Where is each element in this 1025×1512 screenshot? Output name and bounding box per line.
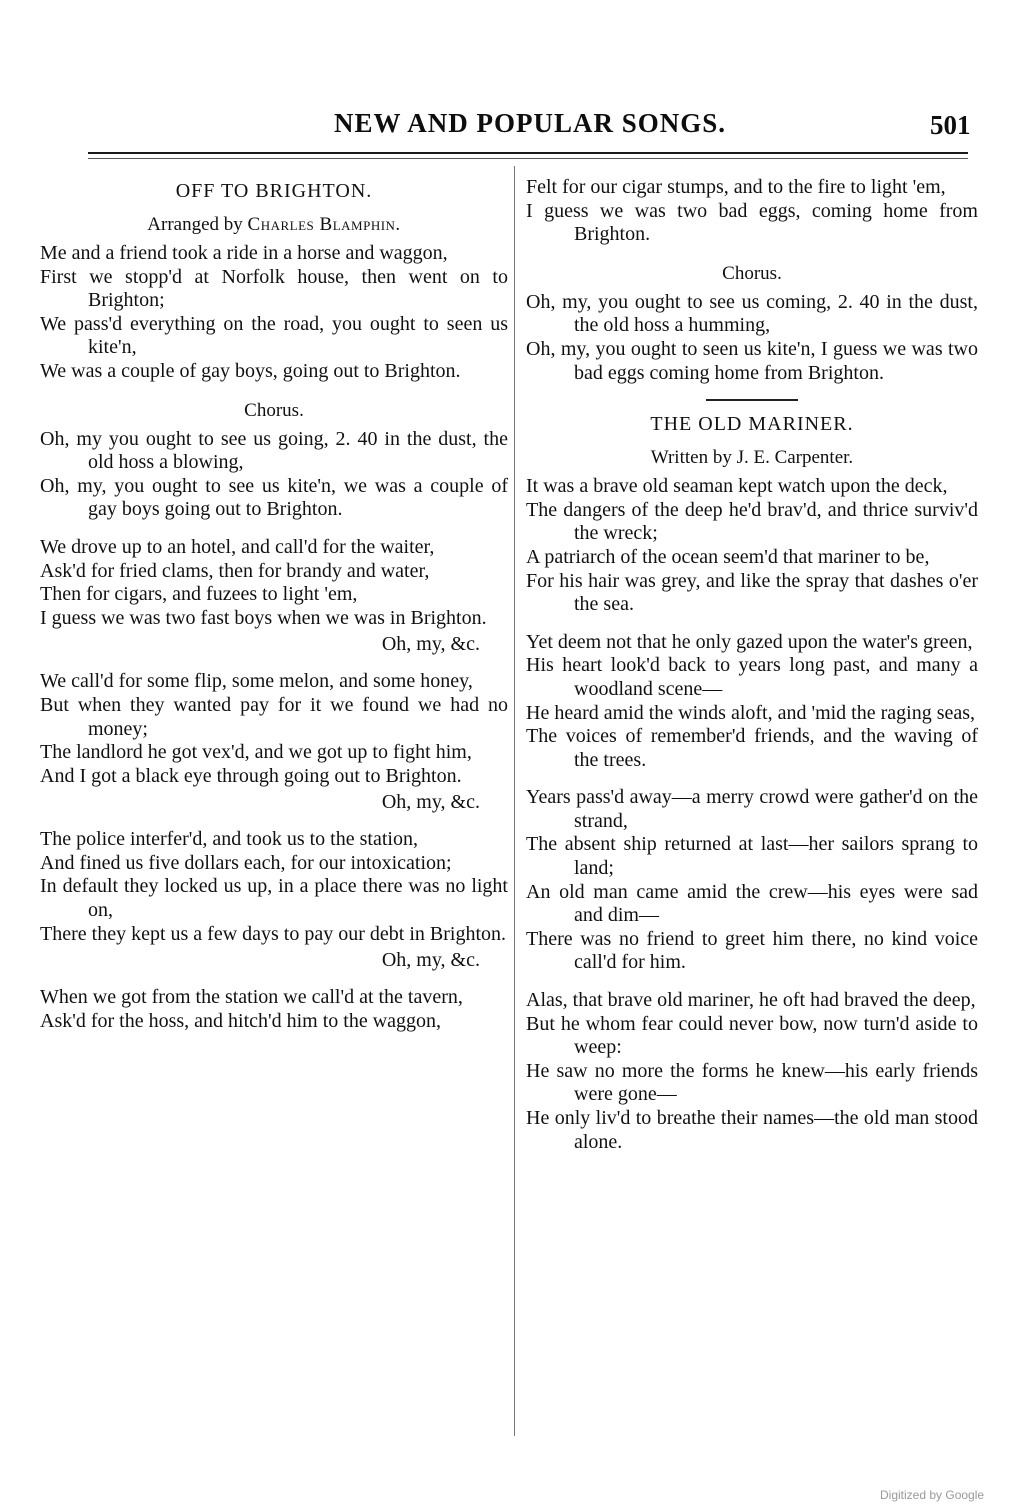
verse-line: In default they locked us up, in a place there was no light on, <box>40 875 508 922</box>
digitized-watermark: Digitized by Google <box>880 1488 985 1502</box>
verse-line: There was no friend to greet him there, no kind voice call'd for him. <box>526 927 978 974</box>
song-title-old-mariner: THE OLD MARINER. <box>650 413 854 436</box>
refrain: Oh, my, &c. <box>381 791 480 814</box>
refrain: Oh, my, &c. <box>381 949 480 972</box>
stanza <box>40 536 508 656</box>
verse-line: When we got from the station we call'd at the tavern, <box>40 986 463 1009</box>
chorus-heading: Chorus. <box>722 262 782 284</box>
verse-line: He saw no more the forms he knew—his early friends were gone— <box>526 1059 978 1106</box>
verse-line: Felt for our cigar stumps, and to the fire to light 'em, <box>526 176 946 198</box>
verse-line: And fined us five dollars each, for our intoxication; <box>40 851 452 874</box>
verse-line: Oh, my, you ought to see us coming, 2. 40 in the dust, the old hoss a humming, <box>526 290 978 337</box>
verse-line: Ask'd for the hoss, and hitch'd him to the waggon, <box>40 1009 442 1032</box>
stanza <box>526 631 978 773</box>
verse-line: Me and a friend took a ride in a horse and waggon, <box>40 242 448 264</box>
byline-name: Charles Blamphin. <box>247 214 401 235</box>
song-byline: Written by J. E. Carpenter. <box>650 447 854 469</box>
verse-line: The landlord he got vex'd, and we got up to fight him, <box>40 741 472 764</box>
refrain: Oh, my, &c. <box>381 633 480 656</box>
stanza <box>40 828 508 972</box>
verse-line: Oh, my, you ought to seen us kite'n, I guess we was two bad eggs coming home from Brighton. <box>526 337 978 384</box>
verse-line: Alas, that brave old mariner, he oft had braved the deep, <box>526 989 976 1012</box>
chorus-heading: Chorus. <box>244 399 304 421</box>
right-column <box>526 176 978 1168</box>
verse-line: We drove up to an hotel, and call'd for the waiter, <box>40 535 435 558</box>
chorus <box>526 291 978 385</box>
verse-line: But when they wanted pay for it we found we had no money; <box>40 693 508 740</box>
verse-line: His heart look'd back to years long past, and many a woodland scene— <box>526 654 978 700</box>
section-separator <box>706 399 798 401</box>
verse-line: Yet deem not that he only gazed upon the water's green, <box>526 630 973 653</box>
verse-line: First we stopp'd at Norfolk house, then went on to Brighton; <box>40 265 508 312</box>
verse-line: And I got a black eye through going out to Brighton. <box>40 764 462 787</box>
verse-line: But he whom fear could never bow, now turn'd aside to weep: <box>526 1012 978 1059</box>
song-title-off-to-brighton: OFF TO BRIGHTON. <box>175 180 373 202</box>
verse-line: An old man came amid the crew—his eyes were sad and dim— <box>526 880 978 927</box>
stanza <box>40 670 508 814</box>
column-divider <box>514 166 515 1436</box>
verse-line: It was a brave old seaman kept watch upon the deck, <box>526 475 948 498</box>
verse-line: Oh, my, you ought to see us kite'n, we was a couple of gay boys going out to Brighton. <box>40 474 508 521</box>
verse-line: Ask'd for fried clams, then for brandy and water, <box>40 559 430 582</box>
page-number: 501 <box>930 110 971 140</box>
header-rule <box>88 152 968 154</box>
chorus <box>40 428 508 522</box>
verse-line: The police interfer'd, and took us to the station, <box>40 828 418 851</box>
stanza <box>40 986 508 1033</box>
verse-line: Years pass'd away—a merry crowd were gather'd on the strand, <box>526 786 978 832</box>
verse-line: There they kept us a few days to pay our debt in Brighton. <box>40 922 506 945</box>
verse-line: Then for cigars, and fuzees to light 'em, <box>40 583 358 606</box>
verse-line: The absent ship returned at last—her sailors sprang to land; <box>526 833 978 880</box>
verse-line: The dangers of the deep he'd brav'd, and thrice surviv'd the wreck; <box>526 498 978 545</box>
verse-line: He heard amid the winds aloft, and 'mid the raging seas, <box>526 701 976 724</box>
stanza <box>526 786 978 975</box>
running-title: NEW AND POPULAR SONGS. <box>333 108 727 138</box>
verse-line: I guess we was two fast boys when we was in Brighton. <box>40 606 487 629</box>
byline-prefix: Arranged by <box>147 214 243 235</box>
verse-line: We was a couple of gay boys, going out to Brighton. <box>40 359 461 382</box>
verse-line: A patriarch of the ocean seem'd that mariner to be, <box>526 545 930 568</box>
verse-line: He only liv'd to breathe their names—the old man stood alone. <box>526 1107 978 1153</box>
stanza <box>526 989 978 1154</box>
verse-line: We pass'd everything on the road, you ought to seen us kite'n, <box>40 312 508 359</box>
verse-line: For his hair was grey, and like the spray that dashes o'er the sea. <box>526 569 978 616</box>
header-rule-thin <box>88 158 968 159</box>
stanza <box>40 242 508 384</box>
verse-line: The voices of remember'd friends, and the waving of the trees. <box>526 725 978 771</box>
stanza <box>526 475 978 617</box>
song-byline <box>40 212 508 238</box>
verse-line: I guess we was two bad eggs, coming home from Brighton. <box>526 199 978 246</box>
verse-line: Oh, my you ought to see us going, 2. 40 in the dust, the old hoss a blowing, <box>40 427 508 474</box>
left-column <box>40 176 508 1047</box>
stanza <box>526 176 978 247</box>
verse-line: We call'd for some flip, some melon, and some honey, <box>40 670 473 693</box>
